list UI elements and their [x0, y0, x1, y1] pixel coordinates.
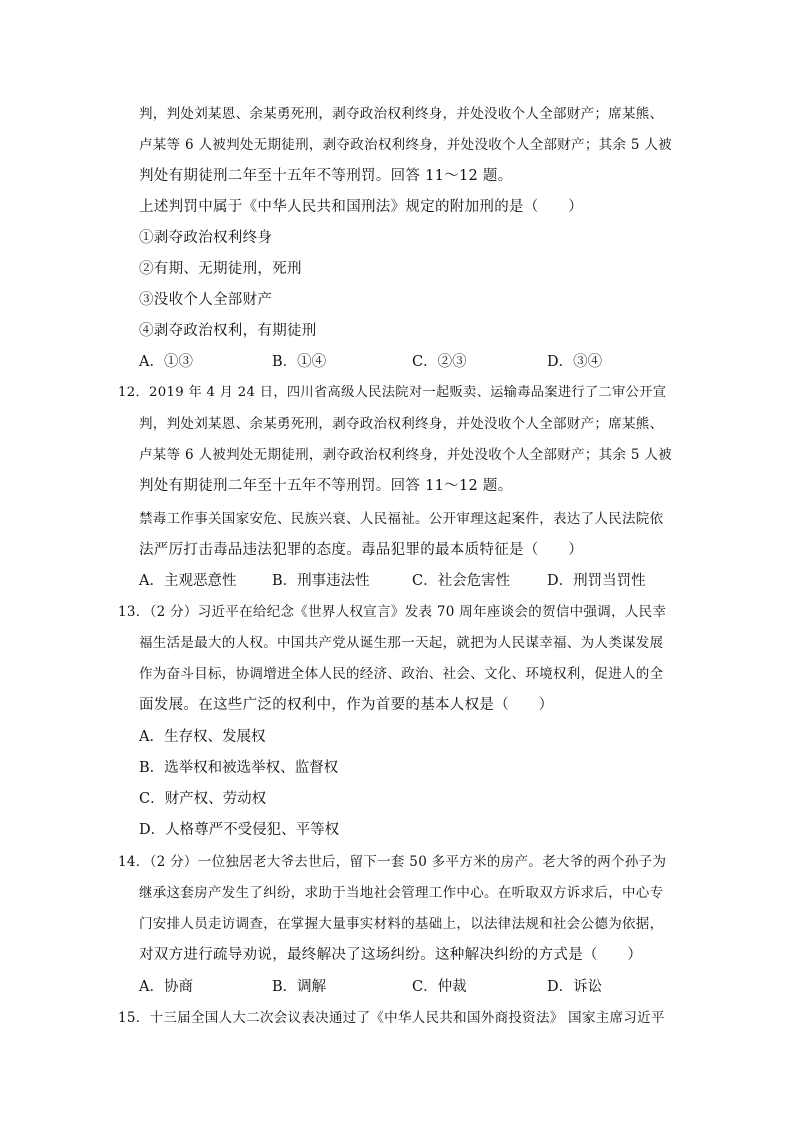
option-a[interactable]: A．生存权、发展权 — [139, 729, 266, 745]
option-a[interactable]: A．主观恶意性 — [139, 573, 237, 589]
text-line: 判处有期徒刑二年至十五年不等刑罚。回答 11～12 题。 — [139, 478, 513, 494]
option-b[interactable]: B．调解 — [272, 979, 327, 995]
option-b[interactable]: B．选举权和被选举权、监督权 — [139, 760, 339, 776]
option-d[interactable]: D．③④ — [547, 354, 603, 370]
question-number-line: 13．（2 分）习近平在给纪念《世界人权宣言》发表 70 周年座谈会的贺信中强调，人民幸 — [118, 604, 667, 620]
text-line: 禁毒工作事关国家安危、民族兴衰、人民福祉。公开审理这起案件，表达了人民法院依 — [139, 511, 664, 527]
option-c[interactable]: C．仲裁 — [412, 979, 467, 995]
option-d[interactable]: D．诉讼 — [547, 979, 603, 995]
option-d[interactable]: D．刑罚当罚性 — [547, 573, 646, 589]
text-line: 卢某等 6 人被判处无期徒刑，剥夺政治权利终身，并处没收个人全部财产；其余 5 人被 — [139, 447, 672, 463]
question-stem: 面发展。在这些广泛的权利中，作为首要的基本人权是（ ） — [139, 697, 554, 713]
option-d[interactable]: D．人格尊严不受侵犯、平等权 — [139, 822, 340, 838]
text-line: 判，判处刘某恩、余某勇死刑，剥夺政治权利终身，并处没收个人全部财产；席某熊、 — [139, 106, 664, 122]
statement-item: ④剥夺政治权利，有期徒刑 — [139, 323, 317, 339]
option-c[interactable]: C．财产权、劳动权 — [139, 791, 267, 807]
text-line: 门安排人员走访调查，在掌握大量事实材料的基础上，以法律法规和社会公德为依据， — [139, 916, 664, 932]
question-stem: 法严厉打击毒品违法犯罪的态度。毒品犯罪的最本质特征是（ ） — [139, 542, 583, 558]
statement-item: ①剥夺政治权利终身 — [139, 230, 273, 246]
option-a[interactable]: A．协商 — [139, 979, 193, 995]
option-b[interactable]: B．刑事违法性 — [272, 573, 370, 589]
text-line: 继承这套房产发生了纠纷，求助于当地社会管理工作中心。在听取双方诉求后，中心专 — [139, 885, 664, 901]
question-stem: 对双方进行疏导劝说，最终解决了这场纠纷。这种解决纠纷的方式是（ ） — [139, 947, 643, 963]
question-stem: 上述判罚中属于《中华人民共和国刑法》规定的附加刑的是（ ） — [139, 199, 583, 215]
text-line: 作为奋斗目标，协调增进全体人民的经济、政治、社会、文化、环境权利，促进人的全 — [139, 666, 664, 682]
option-c[interactable]: C．②③ — [412, 354, 467, 370]
text-line: 判，判处刘某恩、余某勇死刑，剥夺政治权利终身，并处没收个人全部财产；席某熊、 — [139, 416, 664, 432]
question-number-line: 15．十三届全国人大二次会议表决通过了《中华人民共和国外商投资法》 国家主席习近平 — [118, 1010, 665, 1026]
text-line: 判处有期徒刑二年至十五年不等刑罚。回答 11～12 题。 — [139, 168, 513, 184]
statement-item: ②有期、无期徒刑，死刑 — [139, 261, 302, 277]
question-number-line: 14．（2 分）一位独居老大爷去世后，留下一套 50 多平方米的房产。老大爷的两个孙子为 — [118, 854, 667, 870]
text-line: 福生活是最大的人权。中国共产党从诞生那一天起，就把为人民谋幸福、为人类谋发展 — [139, 635, 664, 651]
option-c[interactable]: C．社会危害性 — [412, 573, 511, 589]
option-b[interactable]: B．①④ — [272, 354, 327, 370]
option-a[interactable]: A．①③ — [139, 354, 193, 370]
statement-item: ③没收个人全部财产 — [139, 292, 273, 308]
question-number-line: 12．2019 年 4 月 24 日，四川省高级人民法院对一起贩卖、运输毒品案进行了二审公开宣 — [118, 385, 667, 400]
text-line: 卢某等 6 人被判处无期徒刑，剥夺政治权利终身，并处没收个人全部财产；其余 5 人被 — [139, 137, 672, 153]
